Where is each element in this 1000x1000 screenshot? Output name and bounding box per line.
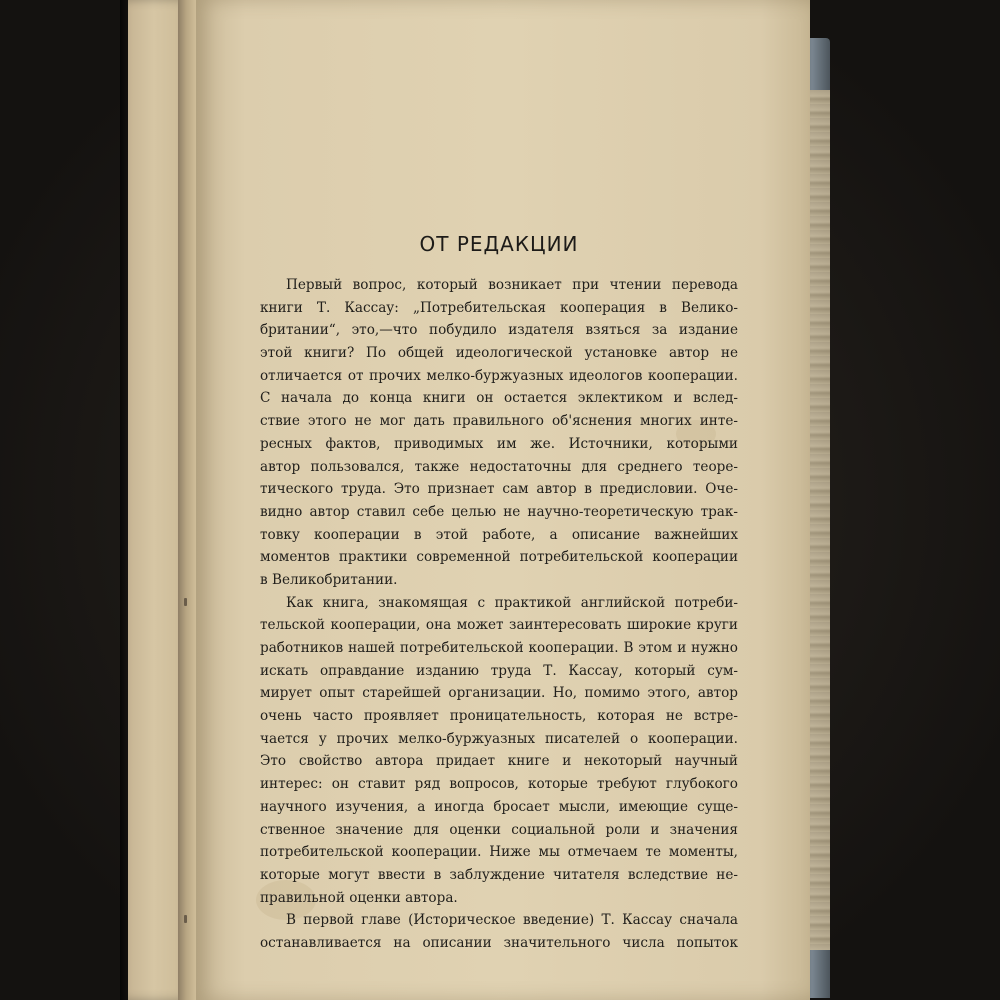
text-line: мирует опыт старейшей организации. Но, помимо этого, автор [260, 685, 738, 702]
text-line: товку кооперации в этой работе, а описание важнейших [260, 526, 738, 543]
text-line: которые могут ввести в заблуждение читателя вследствие не- [260, 866, 738, 883]
binding-stitch [184, 915, 187, 923]
text-line: останавливается на описании значительного числа попыток [260, 934, 738, 951]
text-line: книги Т. Кассау: „Потребительская кооперация в Велико- [260, 299, 738, 316]
text-line: в Великобритании. [260, 571, 398, 588]
text-line: искать оправдание изданию труда Т. Кассау, который сум- [260, 662, 738, 679]
text-line: моментов практики современной потребительской кооперации [260, 549, 738, 566]
binding-stitch [184, 598, 187, 606]
text-line: правильной оценки автора. [260, 889, 458, 906]
page-text-block [260, 232, 738, 955]
text-line: В первой главе (Историческое введение) Т. Кассау сначала [286, 912, 738, 929]
text-line: ствие этого не мог дать правильного об'яснения многих инте- [260, 413, 738, 430]
text-line: Первый вопрос, который возникает при чтении перевода [286, 277, 738, 293]
text-line: тического труда. Это признает сам автор в предисловии. Оче- [260, 481, 738, 498]
text-line: Как книга, знакомящая с практикой английской потреби- [286, 594, 738, 611]
text-line: чается у прочих мелко-буржуазных писателей о кооперации. [260, 730, 738, 747]
text-line: автор пользовался, также недостаточны для среднего теоре- [260, 458, 738, 475]
page-heading: ОТ РЕДАКЦИИ [419, 232, 579, 256]
text-line: Это свойство автора придает книге и некоторый научный [260, 753, 738, 770]
text-line: С начала до конца книги он остается эклектиком и вслед- [260, 390, 738, 407]
text-line: видно автор ставил себе целью не научно-теоретическую трак- [260, 503, 738, 520]
text-line: очень часто проявляет проницательность, которая не встре- [260, 708, 738, 725]
text-line: британии“, это,—что побудило издателя взяться за издание [260, 322, 738, 339]
text-line: интерес: он ставит ряд вопросов, которые требуют глубокого [260, 776, 738, 793]
text-line: научного изучения, а иногда бросает мысли, имеющие суще- [260, 798, 738, 815]
text-line: ресных фактов, приводимых им же. Источники, которыми [260, 435, 738, 452]
text-line: тельской кооперации, она может заинтересовать широкие круги [260, 617, 738, 634]
book-page [196, 0, 810, 1000]
text-line: потребительской кооперации. Ниже мы отмечаем те моменты, [260, 844, 738, 861]
text-line: этой книги? По общей идеологической установке автор не [260, 345, 738, 362]
page-block-edge [808, 90, 830, 950]
body-text [260, 274, 738, 955]
text-line: работников нашей потребительской кооперации. В этом и нужно [260, 640, 738, 656]
text-line: отличается от прочих мелко-буржуазных идеологов кооперации. [260, 367, 738, 384]
text-line: ственное значение для оценки социальной роли и значения [260, 821, 738, 838]
